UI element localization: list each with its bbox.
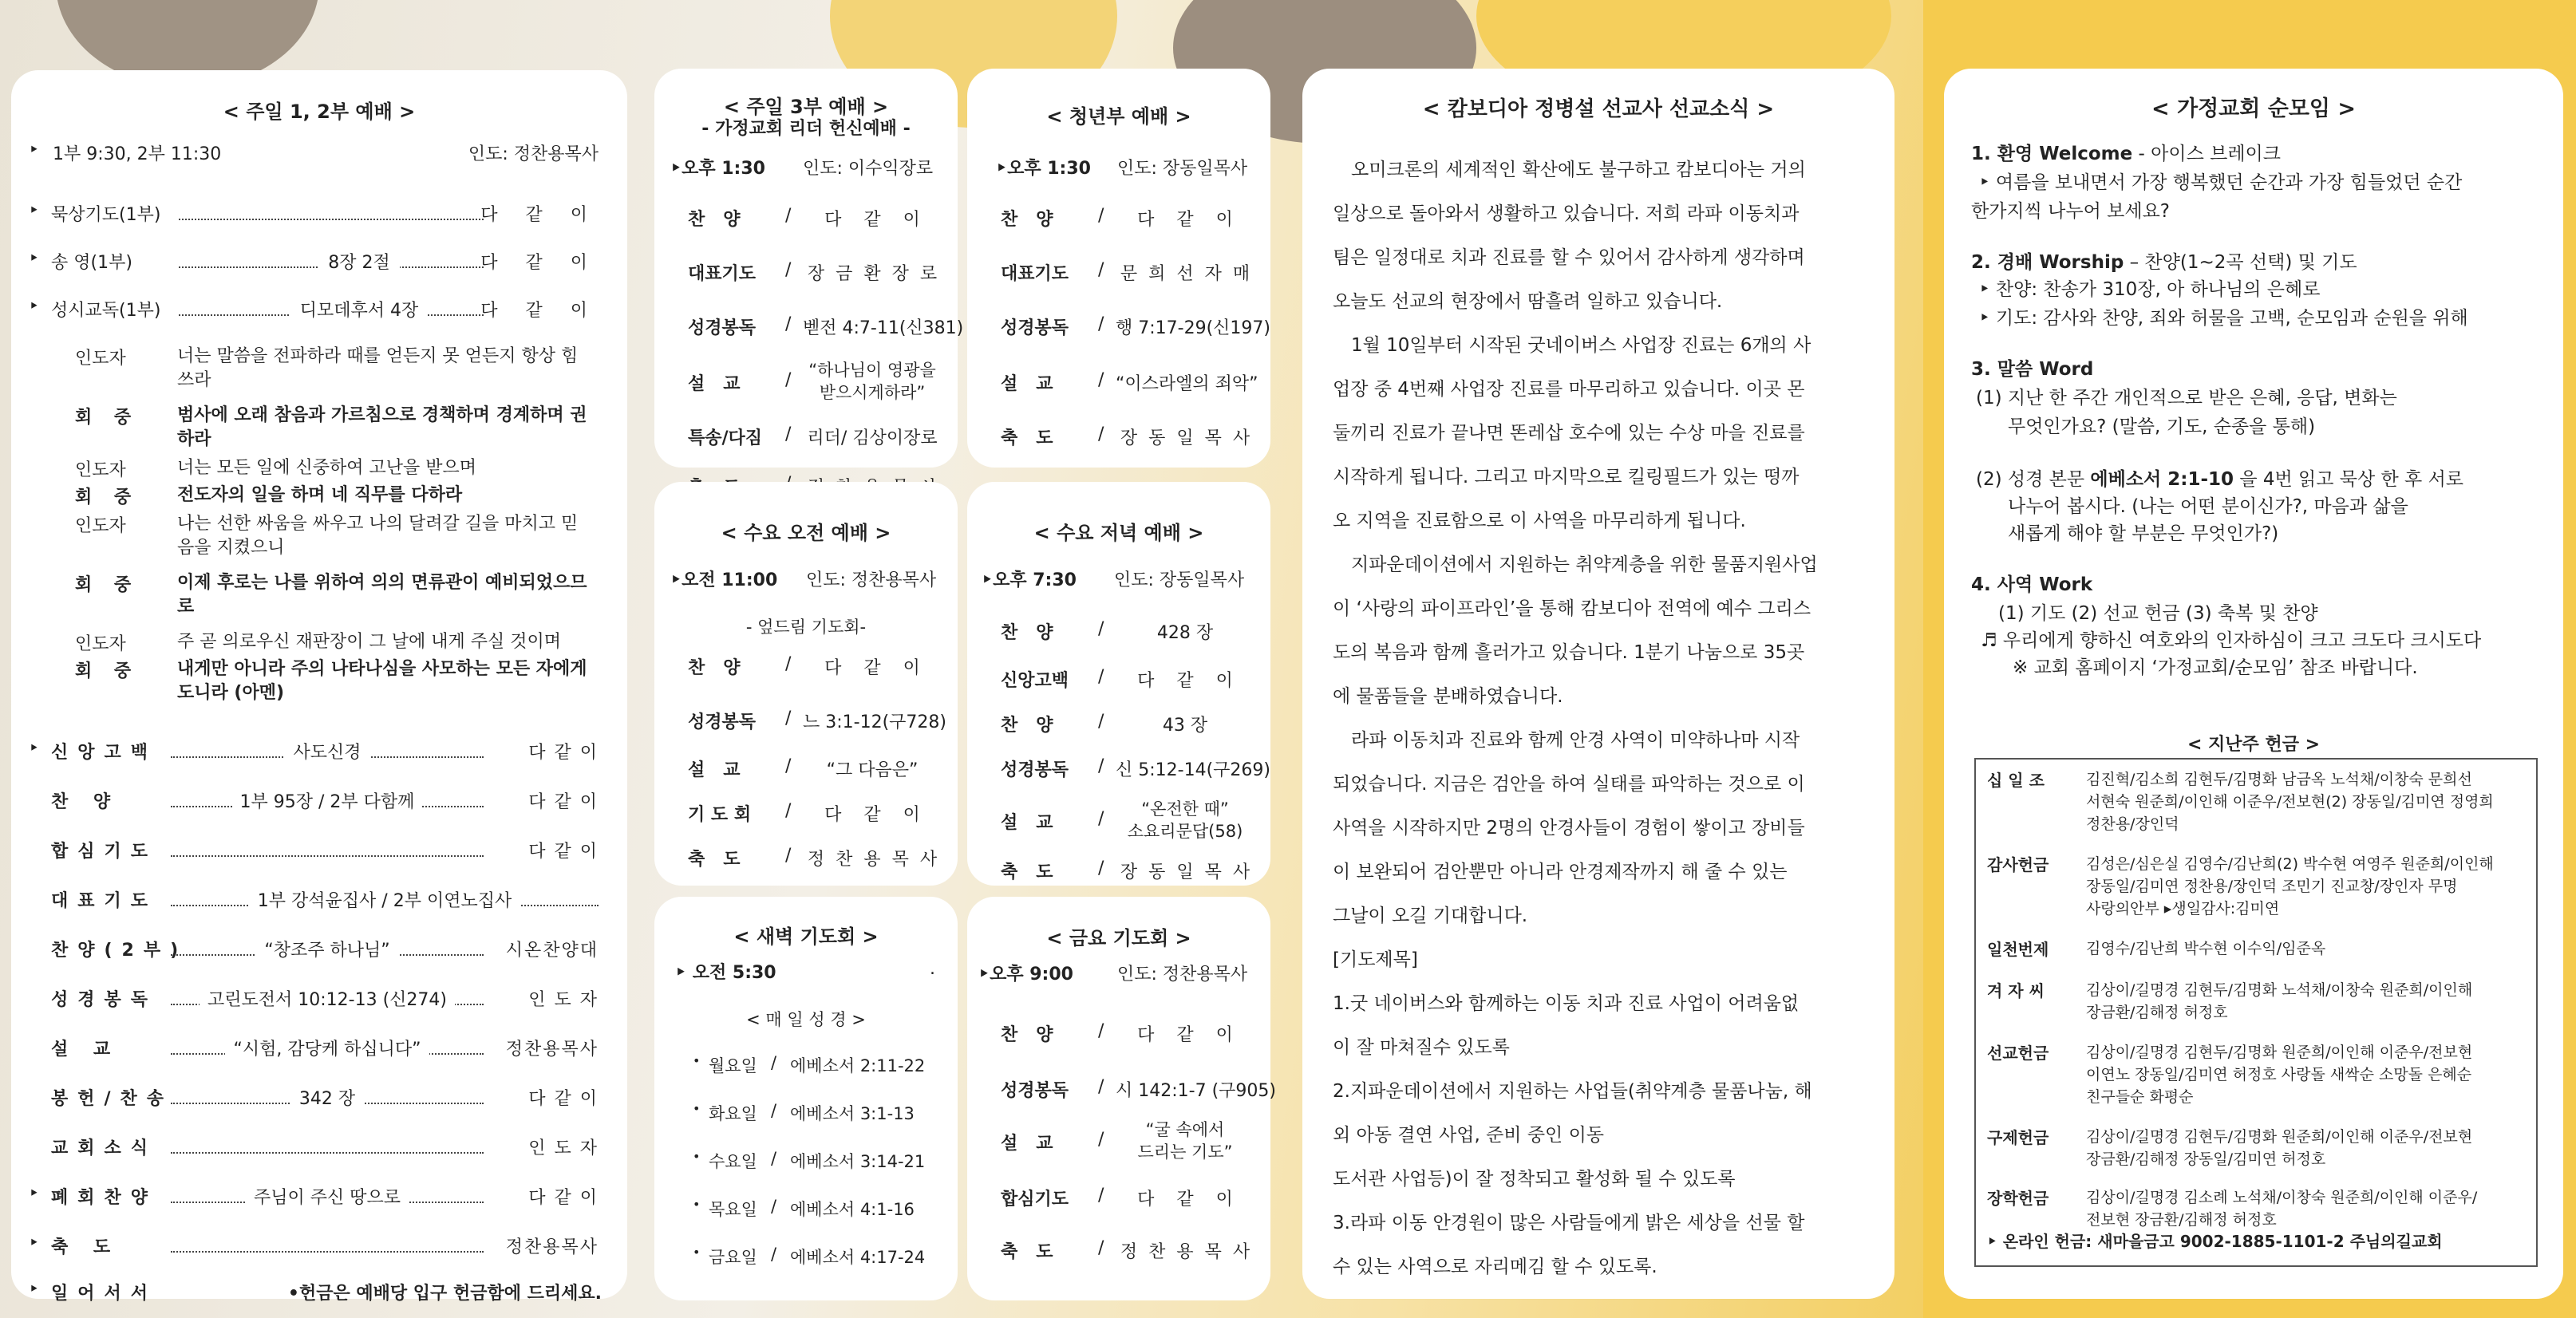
order-value: 다 같 이: [1137, 210, 1233, 230]
news-line: 3.라파 이동 안경원이 많은 사람들에게 밝은 세상을 선물 할: [1333, 1213, 1805, 1233]
reading-day: 금요일: [709, 1248, 757, 1267]
section-heading: 2. 경배 Worship: [1971, 252, 2124, 273]
order-value: 다 같 이: [824, 210, 920, 230]
separator: /: [771, 1197, 777, 1216]
reading-day: 수요일: [709, 1152, 757, 1171]
responsive-speaker: 회 중: [75, 661, 140, 681]
order-label: 축 도: [1001, 428, 1053, 448]
order-value: 신 5:12-14(구269): [1116, 760, 1270, 780]
offering-label: 일천번제: [1987, 940, 2049, 959]
panel-title: < 수요 오전 예배 >: [721, 522, 891, 544]
offering-names: 김진혁/김소희 김현두/김명화 남금옥 노석채/이창숙 문희선: [2086, 771, 2472, 788]
order-label: 축 도: [51, 1237, 121, 1257]
section-welcome-title: [1971, 145, 2281, 164]
order-mid: [171, 887, 599, 912]
order-value: 다 같 이: [1137, 671, 1233, 691]
news-line: 시작하게 됩니다. 그리고 마지막으로 킬링필드가 있는 떵까: [1333, 467, 1800, 487]
order-label: 축 도: [1001, 1242, 1053, 1262]
text-fragment: 을 4번 읽고 묵상 한 후 서로: [2234, 469, 2464, 490]
separator: /: [1098, 1238, 1104, 1258]
order-label: 합심기도: [1001, 1190, 1069, 1209]
order-right: 다 같 이: [528, 1089, 599, 1109]
news-line: 이 ‘사랑의 파이프라인’을 통해 캄보디아 전역에 예수 그리스: [1333, 598, 1811, 619]
news-line: 1.굿 네이버스와 함께하는 이동 치과 진료 사업이 어려움없: [1333, 993, 1800, 1014]
bullet-dot: •: [693, 1149, 701, 1164]
offering-names: 김성은/심은실 김영수/김난희(2) 박수현 여영주 원준희/이인해: [2086, 855, 2494, 873]
separator: /: [771, 1053, 777, 1072]
order-value: 다 같 이: [824, 805, 920, 825]
time-value: 오후 1:30: [682, 159, 765, 179]
order-value: “그 다음은”: [826, 760, 919, 780]
order-label: 찬 양: [51, 792, 121, 812]
order-right: 다 같 이: [480, 205, 599, 225]
order-label: 찬 양: [688, 658, 741, 678]
bullet-dot: •: [693, 1053, 701, 1068]
wednesday-morning-panel: [654, 482, 958, 886]
order-label: 축 도: [1001, 862, 1053, 882]
order-value: 문 희 선 자 매: [1120, 264, 1250, 284]
offering-names: 사랑의안부 ▸생일감사:김미연: [2086, 900, 2280, 917]
panel-title: < 주일 1, 2부 예배 >: [223, 101, 416, 123]
order-label: 대표기도: [688, 264, 757, 284]
order-mid: [171, 1036, 484, 1060]
dot-mark: .: [930, 959, 935, 979]
separator: /: [785, 846, 792, 866]
news-line: 사역을 시작하지만 2명의 안경사들이 경험이 쌓이고 장비들: [1333, 818, 1805, 839]
order-right: •헌금은 예배당 입구 헌금함에 드리세요.: [287, 1284, 602, 1304]
leader-name: 인도: 장동일목사: [1117, 159, 1248, 179]
news-line: 되었습니다. 지금은 검안을 하여 실태를 파악하는 것으로 이: [1333, 774, 1805, 795]
order-value: “하나님이 영광을: [808, 361, 936, 380]
order-mid-text: “시험, 감당케 하십니다”: [225, 1040, 429, 1060]
text-line: ‣ 기도: 감사와 찬양, 죄와 허물을 고백, 순모임과 순원을 위해: [1979, 308, 2468, 329]
order-right: 정찬용목사: [505, 1237, 599, 1257]
section-worship-title: [1971, 254, 2357, 272]
text-fragment: (2) 성경 본문: [1976, 469, 2091, 490]
sunday-3rd-worship-panel: [654, 69, 964, 468]
news-line: 라파 이동치과 진료와 함께 안경 사역이 미약하나마 시작: [1333, 730, 1800, 751]
order-value: 다 같 이: [1137, 1190, 1233, 1209]
separator: /: [1098, 756, 1104, 776]
order-label: 찬 양: [1001, 716, 1053, 736]
order-label: 신앙고백: [1001, 671, 1069, 691]
offering-label: 겨 자 씨: [1987, 981, 2045, 1000]
separator: /: [785, 314, 792, 334]
separator: /: [1098, 1077, 1104, 1097]
offering-names: 친구들순 화평순: [2086, 1088, 2194, 1106]
friday-prayer-panel: [967, 897, 1276, 1300]
bullet-icon: ‣: [29, 297, 39, 317]
order-value: 벧전 4:7-11(신381): [803, 318, 964, 338]
order-label: 설 교: [1001, 374, 1053, 394]
text-line: ♬ 우리에게 향하신 여호와의 인자하심이 크고 크도다 크시도다: [1981, 630, 2482, 651]
separator: /: [785, 708, 792, 728]
offering-names: 장동일/김미연 정찬용/장인덕 조민기 진교창/장인자 무명: [2086, 878, 2458, 895]
order-label: 송 영(1부): [51, 253, 132, 273]
text-line: ‣ 여름을 보내면서 가장 행복했던 순간과 가장 힘들었던 순간: [1979, 172, 2463, 193]
service-time: ‣오후 1:30: [996, 159, 1091, 179]
responsive-text: 나는 선한 싸움을 싸우고 나의 달려갈 길을 마치고 믿음을 지켰으니: [177, 514, 579, 558]
order-mid-text: 디모데후서 4장: [290, 301, 429, 321]
order-label: 성경봉독: [1001, 1081, 1069, 1101]
separator: /: [1098, 1021, 1104, 1041]
order-mid-text: 342 장: [291, 1089, 363, 1109]
order-label: 신앙고백: [51, 743, 158, 763]
section-word-title: 3. 말씀 Word: [1971, 359, 2094, 380]
bullet-icon: ‣: [29, 249, 39, 269]
order-value: 43 장: [1162, 716, 1208, 736]
order-label: 성경봉독: [1001, 760, 1069, 780]
news-line: 에 물품들을 분배하였습니다.: [1333, 686, 1563, 707]
separator: /: [785, 260, 792, 280]
separator: /: [1098, 314, 1104, 334]
order-label: 성경봉독: [51, 990, 158, 1010]
bullet-dot: •: [693, 1245, 701, 1260]
news-line: 팀은 일정대로 치과 진료를 할 수 있어서 감사하게 생각하며: [1333, 247, 1805, 268]
leader-line: [171, 1152, 484, 1154]
separator: /: [785, 756, 792, 776]
panel-title: < 새벽 기도회 >: [733, 925, 879, 948]
time-value: 오후 7:30: [993, 570, 1077, 590]
section-heading-sub: – 찬양(1~2곡 선택) 및 기도: [2124, 252, 2357, 273]
news-line: 수 있는 사역으로 자리메김 할 수 있도록.: [1333, 1257, 1657, 1277]
order-label: 성경봉독: [1001, 318, 1069, 338]
news-line: 둘끼리 진료가 끝나면 똔레삽 호수에 있는 수상 마을 진료를: [1333, 423, 1805, 444]
order-mid-text: 주님이 주신 땅으로: [246, 1188, 409, 1208]
offering-table: [1974, 758, 2538, 1267]
offering-label: 장학헌금: [1987, 1189, 2049, 1208]
order-value: 리더/ 김상이장로: [807, 428, 938, 448]
panel-subtitle: - 가정교회 리더 헌신예배 -: [701, 119, 911, 139]
bullet-icon: ‣: [29, 739, 39, 759]
time-value: 오후 1:30: [1007, 159, 1091, 179]
news-line: [기도제목]: [1333, 949, 1418, 970]
reading-passage: 에베소서 3:1-13: [790, 1104, 915, 1123]
order-mid: [251, 249, 468, 274]
order-label: 대표기도: [1001, 264, 1069, 284]
offering-names: 서현숙 원준희/이인해 이준우/전보현(2) 장동일/김미연 정영희: [2086, 793, 2494, 811]
order-label: 찬 양: [688, 210, 741, 230]
time-value: 오후 9:00: [990, 965, 1073, 985]
order-mid: [171, 1184, 484, 1209]
reading-passage: 에베소서 4:17-24: [790, 1248, 926, 1267]
panel-title: < 주일 3부 예배 >: [723, 96, 889, 118]
order-label: 축 도: [688, 850, 741, 870]
order-label: 찬 양: [1001, 623, 1053, 643]
responsive-speaker: 인도자: [75, 516, 126, 536]
news-line: 이 잘 마쳐질수 있도록: [1333, 1037, 1510, 1058]
reading-passage: 에베소서 3:14-21: [790, 1152, 926, 1171]
text-line: 나누어 봅시다. (나는 어떤 분이신가?, 마음과 삶을: [2008, 496, 2408, 517]
order-label: 설 교: [1001, 1134, 1053, 1154]
prayer-meeting-subtitle: - 엎드림 기도회-: [745, 618, 867, 637]
order-value: 장 동 일 목 사: [1120, 428, 1250, 448]
section-heading-sub: - 아이스 브레이크: [2132, 144, 2281, 164]
text-line: [1976, 471, 2463, 489]
leader-name: 인도: 정찬용목사: [806, 570, 937, 590]
service-time: 1부 9:30, 2부 11:30: [53, 144, 222, 164]
time-value: 오전 5:30: [692, 963, 776, 983]
order-label: 대표기도: [51, 891, 158, 911]
service-time: ‣오전 11:00: [670, 570, 778, 590]
separator: /: [1098, 712, 1104, 732]
order-value: 장 금 환 장 로: [807, 264, 938, 284]
news-line: 일상으로 돌아와서 생활하고 있습니다. 저희 라파 이동치과: [1333, 203, 1800, 224]
responsive-speaker: 인도자: [75, 460, 126, 480]
order-mid-text: 사도신경: [285, 743, 369, 763]
order-label: 성경봉독: [688, 318, 757, 338]
responsive-speaker: 인도자: [75, 634, 126, 654]
order-mid: [171, 937, 484, 961]
order-value: 정 찬 용 목 사: [1120, 1242, 1250, 1262]
responsive-text: 이제 후로는 나를 위하여 의의 면류관이 예비되었으므로: [177, 573, 587, 617]
order-label: 성경봉독: [688, 712, 757, 732]
news-line: 도의 복음과 함께 흘러가고 있습니다. 1분기 나눔으로 35곳: [1333, 642, 1805, 663]
youth-worship-panel: [967, 69, 1270, 468]
order-mid: [171, 739, 484, 764]
news-line: 1월 10일부터 시작된 굿네이버스 사업장 진료는 6개의 사: [1333, 335, 1811, 356]
panel-title: < 캄보디아 정병설 선교사 선교소식 >: [1422, 97, 1775, 121]
responsive-text: 너는 말씀을 전파하라 때를 얻든지 못 얻든지 항상 힘쓰라: [177, 346, 579, 390]
order-label: 찬 양: [1001, 210, 1053, 230]
responsive-speaker: 회 중: [75, 408, 140, 428]
offering-names: 이연노 장동일/김미연 허정호 사랑돌 새싹순 소망돌 은혜순: [2086, 1066, 2472, 1083]
order-right: 다 같 이: [528, 842, 599, 862]
service-time: ‣오후 9:00: [978, 965, 1073, 985]
order-value: 느 3:1-12(구728): [803, 712, 946, 732]
leader-name: 인도: 장동일목사: [1114, 570, 1245, 590]
mission-news-panel: [1302, 69, 1894, 1299]
responsive-text: 범사에 오래 참음과 가르침으로 경책하며 경계하며 권하라: [177, 405, 587, 449]
offering-title: < 지난주 헌금 >: [2187, 735, 2321, 755]
order-label: 교회소식: [51, 1138, 158, 1158]
leader-name: 인도: 이수익장로: [803, 159, 934, 179]
separator: /: [785, 424, 792, 444]
text-line: 한가지씩 나누어 보세요?: [1971, 201, 2171, 222]
separator: /: [785, 801, 792, 821]
separator: /: [1098, 206, 1104, 226]
leader-line: [171, 855, 484, 857]
separator: /: [1098, 667, 1104, 687]
order-right: 인 도 자: [528, 990, 599, 1010]
offering-names: 장금환/김해정 허정호: [2086, 1004, 2228, 1021]
order-value: 소요리문답(58): [1127, 822, 1243, 841]
bullet-dot: •: [693, 1197, 701, 1212]
offering-label: 선교헌금: [1987, 1044, 2049, 1063]
news-line: 그날이 오길 기대합니다.: [1333, 906, 1528, 926]
order-label: 설 교: [51, 1040, 121, 1060]
time-value: 오전 11:00: [682, 570, 778, 590]
reading-passage: 에베소서 4:1-16: [790, 1200, 915, 1219]
leader-line: [171, 1251, 484, 1253]
order-value: 드리는 기도”: [1137, 1142, 1233, 1162]
section-heading: 1. 환영 Welcome: [1971, 144, 2133, 164]
order-label: 성시교독(1부): [51, 301, 161, 321]
offering-names: 장금환/김해정 장동일/김미연 허정호: [2086, 1150, 2326, 1168]
order-label: 설 교: [688, 374, 741, 394]
separator: /: [1098, 858, 1104, 878]
reading-day: 목요일: [709, 1200, 757, 1219]
order-value: 장 동 일 목 사: [1120, 862, 1250, 882]
order-label: 찬 양: [1001, 1025, 1053, 1045]
bible-passage: 에베소서 2:1-10: [2090, 469, 2234, 490]
leader-line: [179, 219, 484, 220]
separator: /: [1098, 619, 1104, 639]
order-mid: [171, 986, 484, 1011]
bullet-icon: ‣: [29, 1184, 39, 1204]
bullet-icon: ‣: [29, 140, 39, 160]
separator: /: [1098, 1130, 1104, 1150]
service-time: ‣ 오전 5:30: [675, 963, 776, 983]
text-line: (1) 기도 (2) 선교 헌금 (3) 축복 및 찬양: [1998, 603, 2318, 624]
order-mid: [171, 1085, 484, 1110]
reading-day: 화요일: [709, 1104, 757, 1123]
order-right: 다 같 이: [528, 1188, 599, 1208]
order-right: 다 같 이: [480, 253, 599, 273]
reading-day: 월요일: [709, 1056, 757, 1075]
responsive-text: 내게만 아니라 주의 나타나심을 사모하는 모든 자에게도니라 (아멘): [177, 659, 587, 703]
separator: /: [785, 370, 792, 390]
panel-title: < 가정교회 순모임 >: [2151, 97, 2357, 121]
news-line: 업장 중 4번째 사업장 진료를 마무리하고 있습니다. 이곳 몬: [1333, 379, 1805, 400]
order-right: 다 같 이: [528, 792, 599, 812]
order-right: 인 도 자: [528, 1138, 599, 1158]
news-line: 오 지역을 진료함으로 이 사역을 마무리하게 됩니다.: [1333, 511, 1746, 531]
text-line: 무엇인가요? (말씀, 기도, 순종을 통해): [2008, 416, 2316, 437]
responsive-speaker: 회 중: [75, 487, 140, 507]
separator: /: [771, 1245, 777, 1264]
text-line: 새롭게 해야 할 부분은 무엇인가?): [2008, 523, 2279, 544]
order-value: 428 장: [1156, 623, 1214, 643]
separator: /: [785, 654, 792, 674]
panel-title: < 청년부 예배 >: [1046, 105, 1191, 128]
news-line: 지파운데이션에서 지원하는 취약계층을 위한 물품지원사업: [1333, 554, 1818, 575]
order-label: 설 교: [1001, 813, 1053, 833]
bullet-icon: ‣: [29, 1233, 39, 1253]
offering-names: 전보현 장금환/김해정 허정호: [2086, 1211, 2277, 1229]
separator: /: [771, 1149, 777, 1168]
text-line: ※ 교회 홈페이지 ‘가정교회/순모임’ 참조 바랍니다.: [2013, 657, 2418, 678]
news-line: 2.지파운데이션에서 지원하는 사업들(취약계층 물품나눔, 해: [1333, 1081, 1812, 1102]
order-value: 행 7:17-29(신197): [1116, 318, 1270, 338]
separator: /: [1098, 424, 1104, 444]
offering-names: 김영수/김난희 박수현 이수익/임준옥: [2086, 940, 2326, 957]
order-label: 찬양(2부): [51, 941, 188, 961]
news-line: 외 아동 결연 사업, 준비 중인 이동: [1333, 1125, 1605, 1146]
order-value: 다 같 이: [1137, 1025, 1233, 1045]
order-mid-text: 8장 2절: [318, 253, 400, 273]
dawn-prayer-panel: [654, 897, 958, 1300]
leader-name: 인도: 정찬용목사: [1117, 965, 1248, 985]
separator: /: [1098, 1186, 1104, 1206]
responsive-text: 주 곧 의로우신 재판장이 그 날에 내게 주실 것이며: [177, 632, 561, 652]
daily-bible-subtitle: < 매 일 성 경 >: [746, 1010, 866, 1029]
order-label: 설 교: [688, 760, 741, 780]
offering-label: 감사헌금: [1987, 855, 2049, 874]
news-line: 오미크론의 세계적인 확산에도 불구하고 캄보디아는 거의: [1333, 160, 1806, 180]
order-label: 폐회찬양: [51, 1188, 158, 1208]
text-line: ‣ 찬양: 찬송가 310장, 아 하나님의 은혜로: [1979, 279, 2321, 300]
news-line: 오늘도 선교의 현장에서 땀흘려 일하고 있습니다.: [1333, 291, 1723, 312]
responsive-text: 너는 모든 일에 신중하여 고난을 받으며: [177, 458, 476, 478]
order-mid-text: 1부 강석윤집사 / 2부 이연노집사: [250, 891, 520, 911]
order-value: “온전한 때”: [1141, 799, 1229, 819]
order-label: 묵상기도(1부): [51, 205, 161, 225]
reading-passage: 에베소서 2:11-22: [790, 1056, 926, 1075]
panel-title: < 금요 기도회 >: [1046, 927, 1191, 949]
separator: /: [1098, 370, 1104, 390]
offering-names: 김상이/길명경 김현두/김명화 원준희/이인해 이준우/전보현: [2086, 1044, 2473, 1061]
panel-title: < 수요 저녁 예배 >: [1033, 522, 1204, 544]
separator: /: [1098, 260, 1104, 280]
separator: /: [771, 1101, 777, 1120]
offering-names: 김상이/길명경 김현두/김명화 노석채/이창숙 원준희/이인해: [2086, 981, 2473, 999]
order-mid: [251, 297, 468, 322]
bullet-dot: •: [693, 1101, 701, 1116]
responsive-text: 전도자의 일을 하며 네 직무를 다하라: [177, 485, 463, 505]
section-work-title: 4. 사역 Work: [1971, 574, 2093, 595]
order-value: “이스라엘의 죄악”: [1116, 374, 1258, 394]
order-right: 다 같 이: [528, 743, 599, 763]
order-label: 합심기도: [51, 842, 158, 862]
wednesday-evening-panel: [967, 482, 1270, 886]
separator: /: [1098, 809, 1104, 829]
order-label: 특송/다짐: [688, 428, 763, 448]
order-value: 정 찬 용 목 사: [807, 850, 938, 870]
order-mid-text: “창조주 하나님”: [256, 941, 397, 961]
text-line: (1) 지난 한 주간 개인적으로 받은 은혜, 응답, 변화는: [1976, 388, 2397, 408]
order-label: 봉헌/찬송: [51, 1089, 174, 1109]
order-value: 시 142:1-7 (구905): [1116, 1081, 1276, 1101]
order-value: “굴 속에서: [1145, 1120, 1225, 1139]
sunday-worship-panel: [11, 70, 627, 1304]
offering-names: 정찬용/장인덕: [2086, 815, 2179, 833]
offering-names: 김상이/길명경 김소례 노석채/이창숙 원준희/이인해 이준우/: [2086, 1189, 2478, 1206]
offering-names: 김상이/길명경 김현두/김명화 원준희/이인해 이준우/전보현: [2086, 1128, 2473, 1146]
separator: /: [785, 206, 792, 226]
bullet-icon: ‣: [29, 201, 39, 221]
order-value: 받으시게하라”: [819, 383, 926, 402]
order-mid-text: 1부 95장 / 2부 다함께: [232, 792, 423, 812]
responsive-speaker: 인도자: [75, 349, 126, 369]
offering-label: 구제헌금: [1987, 1128, 2049, 1147]
order-value: 다 같 이: [824, 658, 920, 678]
order-label: 일어서서: [51, 1284, 158, 1304]
online-offering: ‣ 온라인 헌금: 새마을금고 9002-1885-1101-2 주님의길교회: [1987, 1232, 2443, 1251]
service-time: ‣오후 1:30: [670, 159, 765, 179]
order-right: 다 같 이: [480, 301, 599, 321]
offering-label: 십 일 조: [1987, 771, 2045, 790]
news-line: 도서관 사업등)이 잘 정착되고 활성화 될 수 있도록: [1333, 1169, 1736, 1190]
order-label: 기 도 회: [688, 805, 752, 825]
bullet-icon: ‣: [29, 1280, 39, 1300]
responsive-speaker: 회 중: [75, 575, 140, 595]
service-time: ‣오후 7:30: [982, 570, 1077, 590]
order-mid-text: 고린도전서 10:12-13 (신274): [200, 990, 455, 1010]
order-right: 정찬용목사: [505, 1040, 599, 1060]
order-mid: [171, 788, 484, 813]
order-right: 시온찬양대: [505, 941, 599, 961]
leader-name: 인도: 정찬용목사: [468, 144, 599, 164]
news-line: 이 보완되어 검안뿐만 아니라 안경제작까지 해 줄 수 있는: [1333, 862, 1788, 882]
